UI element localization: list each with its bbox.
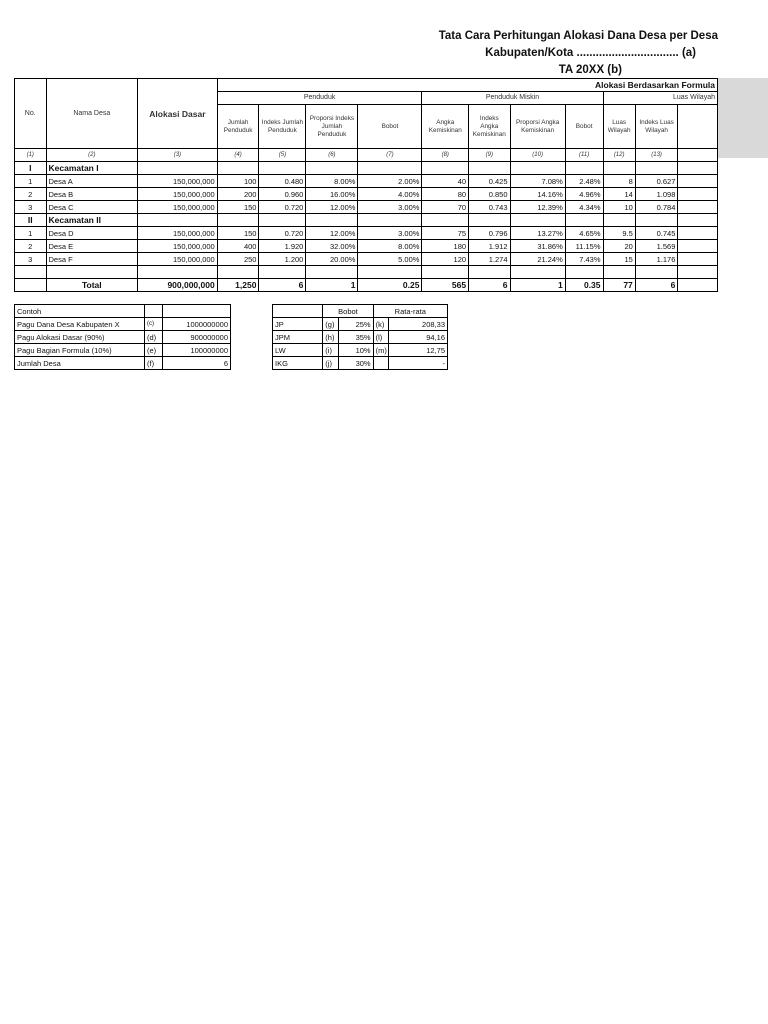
contoh-code: (d) (145, 331, 163, 344)
table-cell: 2 (15, 188, 47, 201)
table-cell: 7.08% (510, 175, 565, 188)
contoh-label: Pagu Bagian Formula (10%) (15, 344, 145, 357)
table-cell: 3 (15, 201, 47, 214)
table-cell: 15 (603, 253, 635, 266)
table-row (15, 227, 718, 240)
table-cell: 250 (217, 253, 259, 266)
table-cell (678, 188, 718, 201)
table-cell: 150,000,000 (138, 175, 218, 188)
total-cell: 6 (259, 279, 306, 292)
table-cell: 40 (422, 175, 469, 188)
table-cell: 31.86% (510, 240, 565, 253)
table-cell: 4.96% (565, 188, 603, 201)
table-cell: 150 (217, 201, 259, 214)
table-cell: 1.569 (635, 240, 678, 253)
colnum: (1) (15, 149, 47, 162)
colnum: (2) (46, 149, 138, 162)
table-cell: 2 (15, 240, 47, 253)
bobot-label: JP (273, 318, 323, 331)
header-alokasi-formula: Alokasi Berdasarkan Formula (217, 79, 717, 92)
kecamatan-2-rows (15, 227, 718, 266)
header-indeks-luas: Indeks Luas Wilayah (635, 105, 678, 149)
header-angka-kemiskinan: Angka Kemiskinan (422, 105, 469, 149)
total-cell: 1 (510, 279, 565, 292)
kecamatan-1-rows (15, 175, 718, 214)
table-cell (678, 175, 718, 188)
bobot-row (273, 357, 448, 370)
colnum: (8) (422, 149, 469, 162)
colnum: (12) (603, 149, 635, 162)
table-cell: 0.850 (469, 188, 510, 201)
bobot-code: (h) (323, 331, 338, 344)
colnum: (13) (635, 149, 678, 162)
colnum: (10) (510, 149, 565, 162)
bobot-heading-row (273, 305, 448, 318)
table-cell: 21.24% (510, 253, 565, 266)
table-row (15, 175, 718, 188)
contoh-table (14, 304, 231, 370)
table-cell: 3.00% (358, 227, 422, 240)
table-cell: 4.65% (565, 227, 603, 240)
kecamatan-name: Kecamatan II (46, 214, 138, 227)
table-cell: 150,000,000 (138, 240, 218, 253)
total-cell: 0.25 (358, 279, 422, 292)
header-alokasi-dasar: Alokasi Dasar (138, 79, 218, 149)
header-penduduk-miskin: Penduduk Miskin (422, 92, 603, 105)
contoh-row (15, 357, 231, 370)
table-cell: 0.627 (635, 175, 678, 188)
table-cell: 4.00% (358, 188, 422, 201)
desa-name-cell: Desa F (46, 253, 138, 266)
rata-value: 12,75 (388, 344, 447, 357)
contoh-heading: Contoh (15, 305, 145, 318)
table-cell: 2.00% (358, 175, 422, 188)
table-cell (678, 201, 718, 214)
table-cell: 180 (422, 240, 469, 253)
table-cell: 8.00% (358, 240, 422, 253)
table-cell: 100 (217, 175, 259, 188)
bobot-label: LW (273, 344, 323, 357)
colnum: (4) (217, 149, 259, 162)
table-cell: 8 (603, 175, 635, 188)
total-cell: 0.35 (565, 279, 603, 292)
table-cell: 200 (217, 188, 259, 201)
header-luas-wilayah: Luas Wilayah (603, 92, 717, 105)
contoh-value: 1000000000 (163, 318, 231, 331)
table-cell: 150,000,000 (138, 188, 218, 201)
contoh-rows (15, 318, 231, 370)
header-proporsi-indeks: Proporsi Indeks Jumlah Penduduk (306, 105, 358, 149)
table-cell: 1 (15, 175, 47, 188)
contoh-value: 900000000 (163, 331, 231, 344)
bobot-value: 35% (338, 331, 373, 344)
header-penduduk: Penduduk (217, 92, 422, 105)
table-cell: 5.00% (358, 253, 422, 266)
rata-code: (k) (373, 318, 388, 331)
table-row (15, 188, 718, 201)
colnum: (9) (469, 149, 510, 162)
bobot-code: (i) (323, 344, 338, 357)
rata-rata-header: Rata-rata (373, 305, 447, 318)
table-cell: 1.274 (469, 253, 510, 266)
table-cell: 9.5 (603, 227, 635, 240)
total-cell: 565 (422, 279, 469, 292)
rata-value: - (388, 357, 447, 370)
table-cell: 0.425 (469, 175, 510, 188)
table-cell: 80 (422, 188, 469, 201)
colnum: (5) (259, 149, 306, 162)
bobot-header: Bobot (323, 305, 373, 318)
bobot-label: IKG (273, 357, 323, 370)
table-cell: 1.920 (259, 240, 306, 253)
desa-name-cell: Desa E (46, 240, 138, 253)
contoh-label: Pagu Alokasi Dasar (90%) (15, 331, 145, 344)
contoh-value: 100000000 (163, 344, 231, 357)
bobot-rows (273, 318, 448, 370)
table-cell: 150,000,000 (138, 253, 218, 266)
rata-code: (m) (373, 344, 388, 357)
total-cell: 900,000,000 (138, 279, 218, 292)
document-title: Tata Cara Perhitungan Alokasi Dana Desa per Desa (438, 30, 718, 42)
rata-code: (l) (373, 331, 388, 344)
table-row (15, 240, 718, 253)
colnum: (7) (358, 149, 422, 162)
document-subtitle-kabupaten: Kabupaten/Kota ................................ (a) (485, 47, 696, 59)
table-cell: 12.39% (510, 201, 565, 214)
table-cell: 0.960 (259, 188, 306, 201)
total-cell: 77 (603, 279, 635, 292)
contoh-value: 6 (163, 357, 231, 370)
bobot-value: 30% (338, 357, 373, 370)
table-cell: 1 (15, 227, 47, 240)
spacer-row (15, 266, 718, 279)
table-row (15, 201, 718, 214)
contoh-row (15, 344, 231, 357)
table-cell: 20 (603, 240, 635, 253)
bobot-label: JPM (273, 331, 323, 344)
colnum: (11) (565, 149, 603, 162)
bobot-value: 25% (338, 318, 373, 331)
table-cell: 75 (422, 227, 469, 240)
table-cell: 150,000,000 (138, 201, 218, 214)
contoh-label: Pagu Dana Desa Kabupaten X (15, 318, 145, 331)
bobot-row (273, 344, 448, 357)
colnum: (3) (138, 149, 218, 162)
table-cell: 1.176 (635, 253, 678, 266)
contoh-heading-row (15, 305, 231, 318)
table-cell: 70 (422, 201, 469, 214)
table-cell (678, 240, 718, 253)
table-cell: 10 (603, 201, 635, 214)
desa-name-cell: Desa B (46, 188, 138, 201)
header-bobot: Bobot (358, 105, 422, 149)
total-cell: 1,250 (217, 279, 259, 292)
table-cell: 7.43% (565, 253, 603, 266)
kecamatan-name: Kecamatan I (46, 162, 138, 175)
contoh-code: (f) (145, 357, 163, 370)
total-cell: 6 (469, 279, 510, 292)
table-cell: 12.00% (306, 227, 358, 240)
table-cell: 3.00% (358, 201, 422, 214)
bobot-table (272, 304, 448, 370)
desa-name-cell: Desa A (46, 175, 138, 188)
table-cell: 14 (603, 188, 635, 201)
bobot-code: (g) (323, 318, 338, 331)
total-label: Total (46, 279, 138, 292)
table-cell: 1.912 (469, 240, 510, 253)
desa-name-cell: Desa C (46, 201, 138, 214)
header-jumlah-penduduk: Jumlah Penduduk (217, 105, 259, 149)
table-cell: 0.720 (259, 227, 306, 240)
allocation-table (14, 78, 718, 292)
kecamatan-no: II (15, 214, 47, 227)
table-cell: 0.480 (259, 175, 306, 188)
kecamatan-row (15, 214, 718, 227)
table-cell: 14.16% (510, 188, 565, 201)
rata-code (373, 357, 388, 370)
header-bobot-miskin: Bobot (565, 105, 603, 149)
table-cell: 1.098 (635, 188, 678, 201)
colnum: (6) (306, 149, 358, 162)
table-cell: 400 (217, 240, 259, 253)
rata-value: 208,33 (388, 318, 447, 331)
table-cell: 0.720 (259, 201, 306, 214)
table-cell: 150 (217, 227, 259, 240)
table-cell: 0.796 (469, 227, 510, 240)
bobot-code: (j) (323, 357, 338, 370)
contoh-row (15, 318, 231, 331)
table-cell: 0.743 (469, 201, 510, 214)
document-subtitle-year: TA 20XX (b) (558, 64, 622, 76)
total-cell (678, 279, 718, 292)
total-cell: 1 (306, 279, 358, 292)
header-luas: Luas Wilayah (603, 105, 635, 149)
table-cell: 120 (422, 253, 469, 266)
table-cell: 1.200 (259, 253, 306, 266)
table-cell: 12.00% (306, 201, 358, 214)
frozen-pane-shade (718, 78, 768, 158)
table-cell (678, 227, 718, 240)
header-indeks-jumlah-penduduk: Indeks Jumlah Penduduk (259, 105, 306, 149)
total-cell (15, 279, 47, 292)
header-proporsi-angka-kemiskinan: Proporsi Angka Kemiskinan (510, 105, 565, 149)
total-cell: 6 (635, 279, 678, 292)
table-cell: 11.15% (565, 240, 603, 253)
header-no: No. (15, 79, 47, 149)
contoh-label: Jumlah Desa (15, 357, 145, 370)
header-nama-desa: Nama Desa (46, 79, 138, 149)
table-cell: 4.34% (565, 201, 603, 214)
kecamatan-no: I (15, 162, 47, 175)
rata-value: 94,16 (388, 331, 447, 344)
table-cell: 150,000,000 (138, 227, 218, 240)
bobot-row (273, 318, 448, 331)
table-cell: 0.745 (635, 227, 678, 240)
bobot-value: 10% (338, 344, 373, 357)
table-cell: 0.784 (635, 201, 678, 214)
kecamatan-row (15, 162, 718, 175)
header-extra (678, 105, 718, 149)
desa-name-cell: Desa D (46, 227, 138, 240)
contoh-code: (e) (145, 344, 163, 357)
bobot-row (273, 331, 448, 344)
table-cell: 3 (15, 253, 47, 266)
contoh-row (15, 331, 231, 344)
column-number-row (15, 149, 718, 162)
main-table-viewport (14, 78, 718, 298)
table-cell: 32.00% (306, 240, 358, 253)
table-cell: 2.48% (565, 175, 603, 188)
table-cell: 20.00% (306, 253, 358, 266)
colnum (678, 149, 718, 162)
table-cell (678, 253, 718, 266)
header-row-1 (15, 79, 718, 92)
contoh-code: (c) (145, 318, 163, 331)
table-cell: 13.27% (510, 227, 565, 240)
table-cell: 8.00% (306, 175, 358, 188)
table-row (15, 253, 718, 266)
table-cell: 16.00% (306, 188, 358, 201)
total-row (15, 279, 718, 292)
header-indeks-angka-kemiskinan: Indeks Angka Kemiskinan (469, 105, 510, 149)
